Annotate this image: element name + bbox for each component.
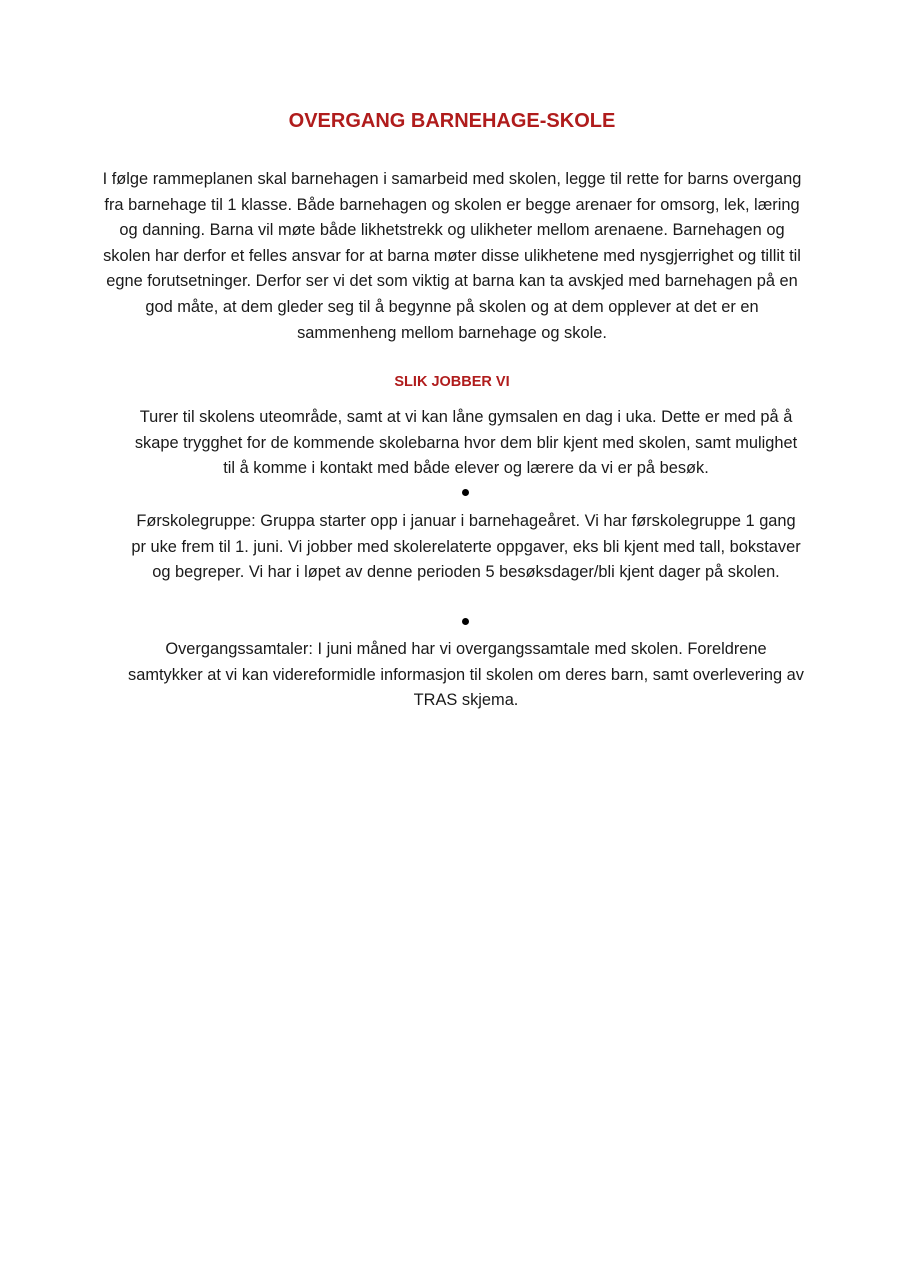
- list-item-preschool-group: Førskolegruppe: Gruppa starter opp i januar i barnehageåret. Vi har førskolegruppe 1 gang pr uke frem til 1. juni. Vi jobber med skolerelaterte oppgaver, eks bli kjent med tall, bokstaver og begreper. Vi har i løpet av denne perioden 5 besøksdager/bli kjent dager på skolen.: [131, 512, 801, 582]
- bullet-icon: [462, 618, 469, 625]
- bullet-icon: [462, 489, 469, 496]
- document-title: OVERGANG BARNEHAGE-SKOLE: [288, 110, 616, 132]
- list-item-school-visits: Turer til skolens uteområde, samt at vi kan låne gymsalen en dag i uka. Dette er med på å skape trygghet for de kommende skolebarna hvor dem blir kjent med skolen, samt mulighet til å komme i kontakt med både elever og lærere da vi er på besøk.: [134, 408, 798, 478]
- section-heading: SLIK JOBBER VI: [394, 374, 510, 390]
- intro-paragraph: I følge rammeplanen skal barnehagen i samarbeid med skolen, legge til rette for barns overgang fra barnehage til 1 klasse. Både barnehagen og skolen er begge arenaer for omsorg, lek, læring og danning. Barna vil møte både likhetstrekk og ulikheter mellom arenaene. Barnehagen og skolen har derfor et felles ansvar for at barna møter disse ulikhetene med nysgjerrighet og tillit til egne forutsetninger. Derfor ser vi det som viktig at barna kan ta avskjed med barnehagen på en god måte, at dem gleder seg til å begynne på skolen og at dem opplever at det er en sammenheng mellom barnehage og skole.: [102, 170, 802, 342]
- list-item-transition-talks: Overgangssamtaler: I juni måned har vi overgangssamtale med skolen. Foreldrene samtykker at vi kan videreformidle informasjon til skolen om deres barn, samt overlevering av TRAS skjema.: [128, 640, 804, 710]
